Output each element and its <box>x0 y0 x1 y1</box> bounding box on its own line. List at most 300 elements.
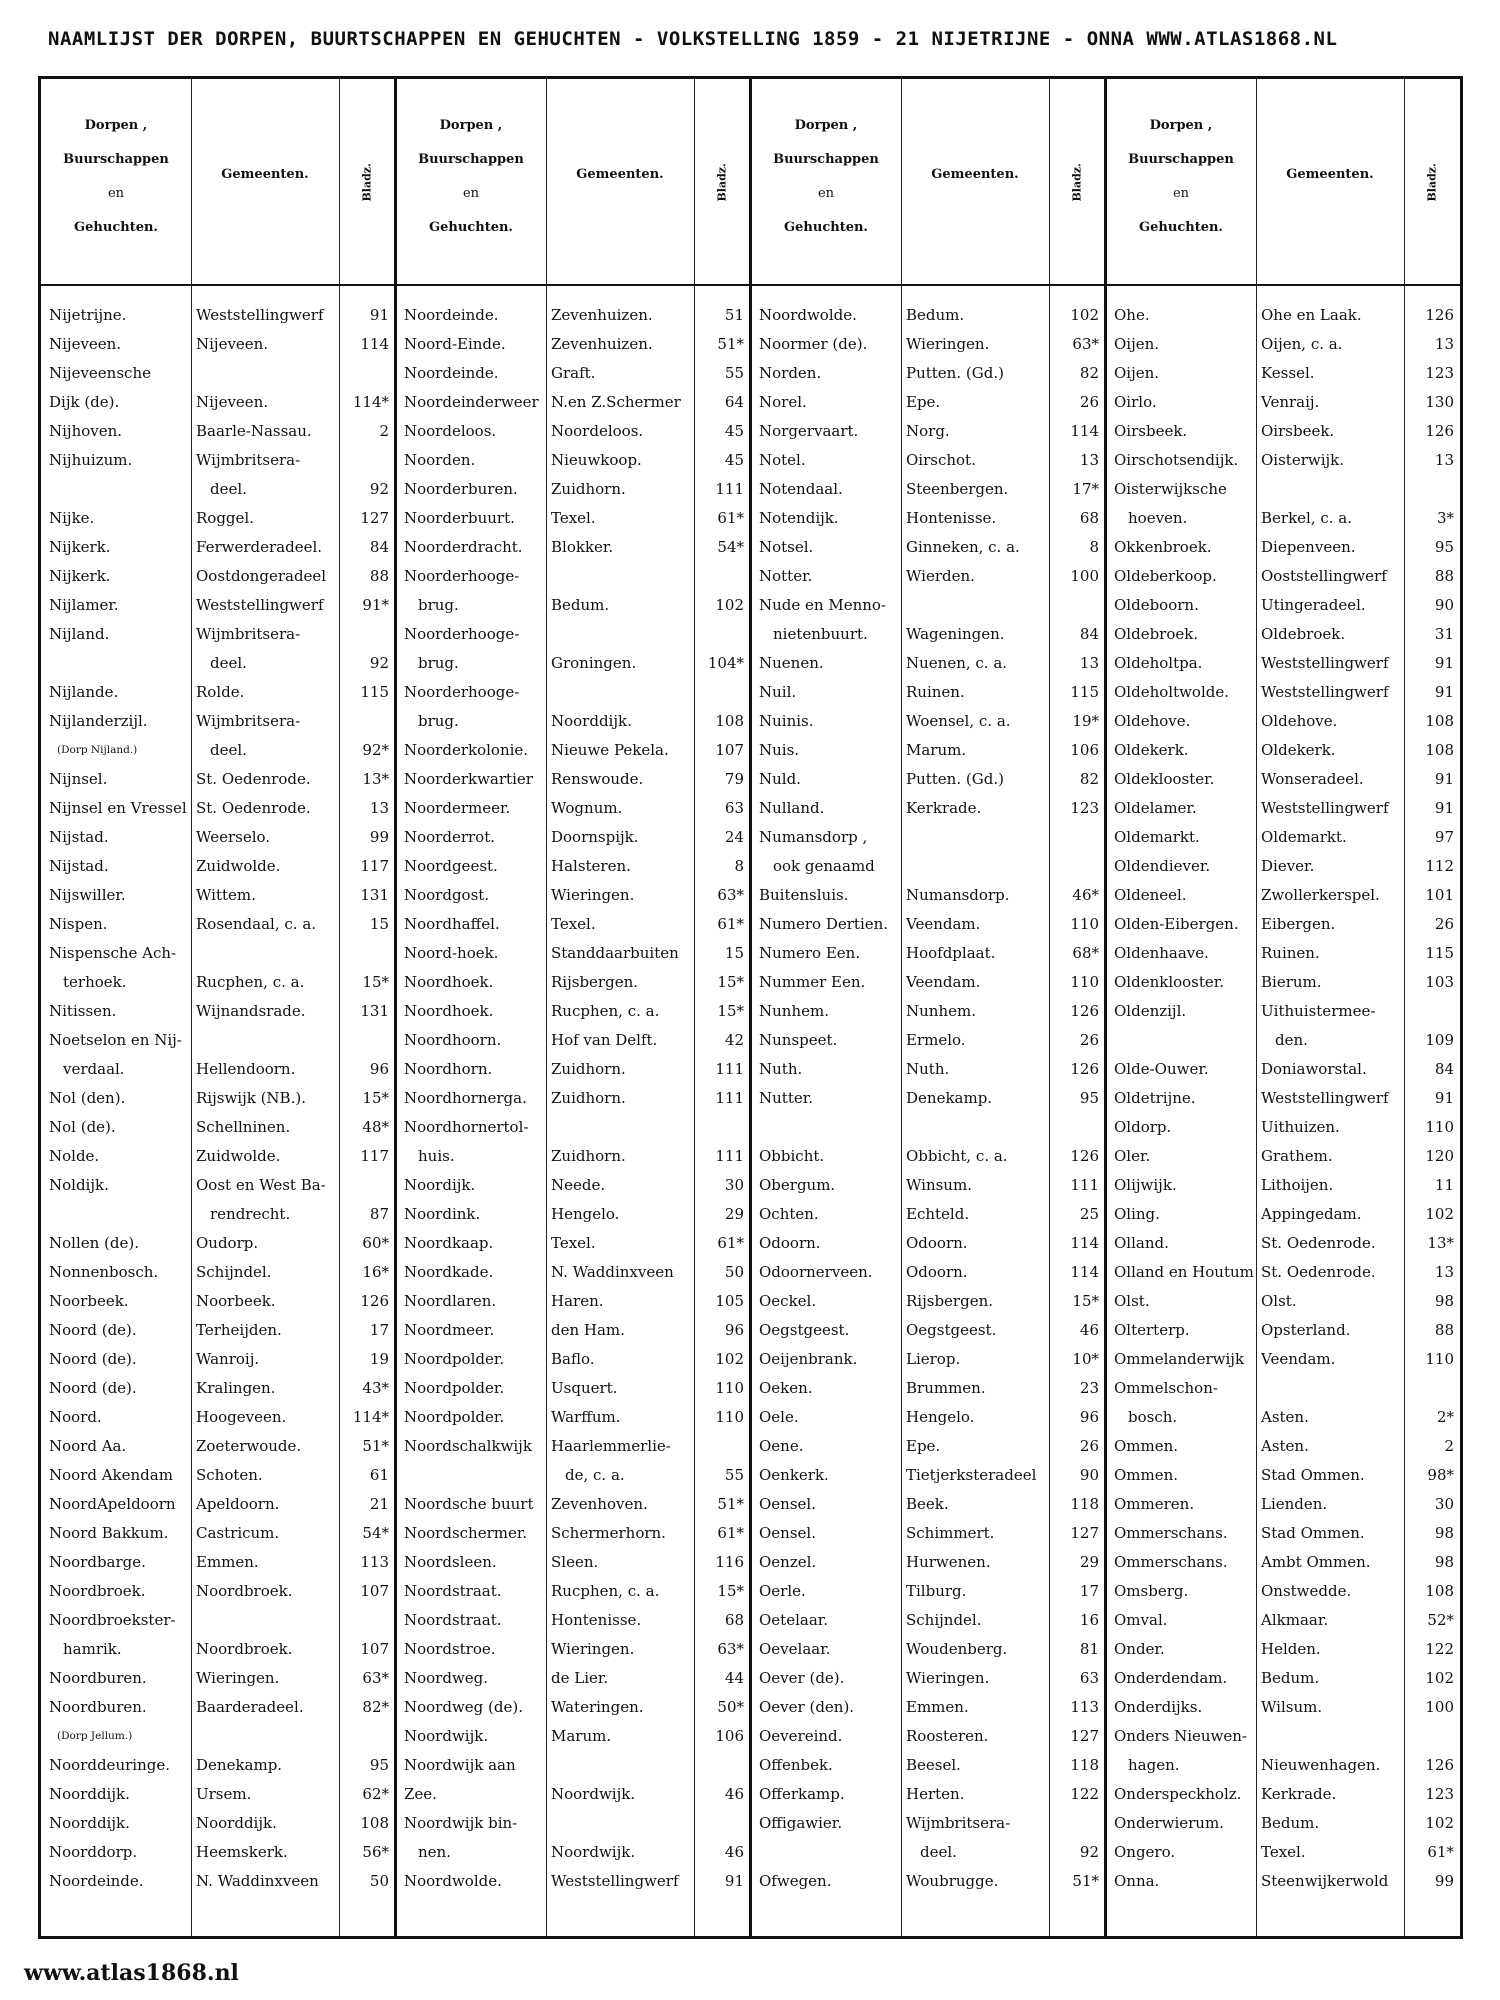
page-number: 113 <box>360 1553 389 1571</box>
table-row <box>41 1229 396 1258</box>
place-name: Onderdendam. <box>1114 1669 1228 1687</box>
page-number: 111 <box>715 1147 744 1165</box>
table-row <box>1106 707 1461 736</box>
table-row <box>396 1606 751 1635</box>
municipality-name: Baarderadeel. <box>196 1698 304 1716</box>
table-row <box>396 1258 751 1287</box>
page-number: 84 <box>1434 1060 1454 1078</box>
municipality-name: Zevenhoven. <box>551 1495 648 1513</box>
page-number: 107 <box>360 1640 389 1658</box>
table-row <box>1106 504 1461 533</box>
place-name: Oldekerk. <box>1114 741 1189 759</box>
place-name: Noorddeuringe. <box>49 1756 170 1774</box>
page-number: 8 <box>734 857 744 875</box>
municipality-name: Schermerhorn. <box>551 1524 666 1542</box>
page-number: 82 <box>1079 770 1099 788</box>
place-name: Nijke. <box>49 509 95 527</box>
table-row <box>751 1722 1106 1751</box>
place-name: Noordhornerga. <box>404 1089 527 1107</box>
place-name: Noordwolde. <box>759 306 857 324</box>
table-row <box>396 707 751 736</box>
place-name: Olst. <box>1114 1292 1150 1310</box>
page-number: 91 <box>724 1872 744 1890</box>
table-row <box>1106 1751 1461 1780</box>
municipality-name: Wieringen. <box>551 1640 635 1658</box>
place-name: Oever (den). <box>759 1698 855 1716</box>
table-row <box>751 446 1106 475</box>
page-number: 26 <box>1079 393 1099 411</box>
place-name: Noordschalkwijk <box>404 1437 532 1455</box>
place-name: Onderwierum. <box>1114 1814 1224 1832</box>
page-number: 82 <box>1079 364 1099 382</box>
table-row <box>396 359 751 388</box>
table-row <box>41 1084 396 1113</box>
page-number: 110 <box>1070 915 1099 933</box>
municipality-name: Lierop. <box>906 1350 961 1368</box>
page-number: 126 <box>1070 1060 1099 1078</box>
header-page: Bladz. <box>715 163 729 202</box>
municipality-name: Nieuwe Pekela. <box>551 741 669 759</box>
municipality-name: Woubrugge. <box>906 1872 999 1890</box>
table-row <box>751 359 1106 388</box>
place-name: Noordkaap. <box>404 1234 494 1252</box>
place-name: Ongero. <box>1114 1843 1176 1861</box>
table-row <box>751 1751 1106 1780</box>
place-name: Ommen. <box>1114 1437 1179 1455</box>
place-name: Noord (de). <box>49 1379 137 1397</box>
municipality-name: Hoogeveen. <box>196 1408 287 1426</box>
table-row <box>751 1403 1106 1432</box>
municipality-name: Noordeloos. <box>551 422 644 440</box>
table-row <box>396 1664 751 1693</box>
table-row <box>1106 997 1461 1026</box>
place-name: Noordstroe. <box>404 1640 496 1658</box>
table-row <box>1106 1287 1461 1316</box>
municipality-name: Weerselo. <box>196 828 271 846</box>
table-row <box>41 1490 396 1519</box>
municipality-name: Helden. <box>1261 1640 1321 1658</box>
page-number: 60* <box>362 1234 389 1252</box>
table-row <box>396 417 751 446</box>
table-row <box>41 591 396 620</box>
column-panel <box>396 79 751 1936</box>
municipality-name: Texel. <box>551 509 596 527</box>
municipality-name: Nijeveen. <box>196 335 269 353</box>
place-name: Nuil. <box>759 683 797 701</box>
table-row <box>1106 1229 1461 1258</box>
table-row <box>751 388 1106 417</box>
header-place <box>1106 109 1256 245</box>
place-name: Oldendiever. <box>1114 857 1211 875</box>
table-row <box>1106 1635 1461 1664</box>
page-number: 126 <box>360 1292 389 1310</box>
table-row <box>396 1055 751 1084</box>
page-number: 114* <box>352 393 389 411</box>
page-number: 13* <box>362 770 389 788</box>
place-name: Nijstad. <box>49 828 109 846</box>
page-number: 50 <box>724 1263 744 1281</box>
table-row <box>1106 1722 1461 1751</box>
table-row <box>41 1722 396 1751</box>
table-row <box>41 823 396 852</box>
page-number: 13 <box>1079 451 1099 469</box>
table-row <box>41 678 396 707</box>
page-number: 16 <box>1079 1611 1099 1629</box>
municipality-name: Heemskerk. <box>196 1843 288 1861</box>
table-row <box>41 997 396 1026</box>
municipality-name: N. Waddinxveen <box>196 1872 319 1890</box>
place-name: Oevereind. <box>759 1727 843 1745</box>
table-row <box>751 1490 1106 1519</box>
place-name: Nol (den). <box>49 1089 126 1107</box>
place-name: Noordpolder. <box>404 1408 505 1426</box>
place-name: hamrik. <box>63 1640 122 1658</box>
place-name: Offerkamp. <box>759 1785 845 1803</box>
page-number: 63* <box>362 1669 389 1687</box>
municipality-name: Eibergen. <box>1261 915 1336 933</box>
table-row <box>41 562 396 591</box>
municipality-name: St. Oedenrode. <box>1261 1263 1376 1281</box>
table-row <box>41 301 396 330</box>
table-row <box>41 1055 396 1084</box>
municipality-name: Nieuwenhagen. <box>1261 1756 1381 1774</box>
table-row <box>1106 446 1461 475</box>
table-row <box>396 388 751 417</box>
municipality-name: Haarlemmerlie- <box>551 1437 671 1455</box>
page-number: 100 <box>1070 567 1099 585</box>
place-name: Ommerschans. <box>1114 1553 1228 1571</box>
place-name: hagen. <box>1128 1756 1180 1774</box>
page-number: 88 <box>1434 567 1454 585</box>
table-row <box>396 1171 751 1200</box>
table-row <box>41 475 396 504</box>
page-number: 88 <box>369 567 389 585</box>
table-row <box>751 1606 1106 1635</box>
municipality-name: Grathem. <box>1261 1147 1333 1165</box>
place-name: Noord-Einde. <box>404 335 506 353</box>
table-row <box>41 939 396 968</box>
page-number: 2 <box>1444 1437 1454 1455</box>
table-row <box>41 1432 396 1461</box>
column-panel <box>751 79 1106 1936</box>
place-name: Noordschermer. <box>404 1524 528 1542</box>
place-name: nietenbuurt. <box>773 625 868 643</box>
municipality-name: Noordwijk. <box>551 1843 636 1861</box>
place-name: brug. <box>418 712 459 730</box>
municipality-name: Nuenen, c. a. <box>906 654 1008 672</box>
municipality-name: Wijnandsrade. <box>196 1002 306 1020</box>
table-row <box>1106 1838 1461 1867</box>
table-row <box>41 417 396 446</box>
page-number: 15* <box>362 973 389 991</box>
table-row <box>41 533 396 562</box>
table-row <box>1106 1577 1461 1606</box>
column-panel <box>1106 79 1461 1936</box>
municipality-name: Usquert. <box>551 1379 618 1397</box>
place-name: Noorderburen. <box>404 480 518 498</box>
page-number: 17 <box>1079 1582 1099 1600</box>
municipality-name: Ohe en Laak. <box>1261 306 1362 324</box>
municipality-name: Graft. <box>551 364 596 382</box>
place-name: Nijeveensche <box>49 364 151 382</box>
table-row <box>41 736 396 765</box>
place-name: Noorderdracht. <box>404 538 523 556</box>
municipality-name: Asten. <box>1261 1437 1309 1455</box>
place-name: Numansdorp , <box>759 828 868 846</box>
page-number: 131 <box>360 1002 389 1020</box>
municipality-name: Rolde. <box>196 683 245 701</box>
page-number: 108 <box>1425 1582 1454 1600</box>
table-row <box>41 1287 396 1316</box>
table-row <box>41 1171 396 1200</box>
page-number: 109 <box>1425 1031 1454 1049</box>
municipality-name: Kralingen. <box>196 1379 276 1397</box>
place-name: Nutter. <box>759 1089 814 1107</box>
place-name: Nijlande. <box>49 683 119 701</box>
place-name: Ochten. <box>759 1205 819 1223</box>
municipality-name: Hellendoorn. <box>196 1060 296 1078</box>
page-number: 50* <box>717 1698 744 1716</box>
place-name: Zee. <box>404 1785 437 1803</box>
table-row <box>396 1577 751 1606</box>
page-number: 24 <box>724 828 744 846</box>
place-name: Nitissen. <box>49 1002 117 1020</box>
place-name: huis. <box>418 1147 455 1165</box>
table-row <box>1106 330 1461 359</box>
municipality-name: Wognum. <box>551 799 623 817</box>
page-number: 84 <box>369 538 389 556</box>
place-name: ook genaamd <box>773 857 875 875</box>
municipality-name: Noordwijk. <box>551 1785 636 1803</box>
page-number: 61* <box>717 1234 744 1252</box>
place-name: Noorderhooge- <box>404 683 520 701</box>
page-number: 17* <box>1072 480 1099 498</box>
municipality-name: Wittem. <box>196 886 256 904</box>
place-name: Noord (de). <box>49 1350 137 1368</box>
table-row <box>396 1751 751 1780</box>
header-place-line: Buurschappen <box>773 152 879 167</box>
municipality-name: Denekamp. <box>196 1756 283 1774</box>
municipality-name: Onstwedde. <box>1261 1582 1352 1600</box>
municipality-name: Asten. <box>1261 1408 1309 1426</box>
place-name: Notter. <box>759 567 813 585</box>
municipality-name: Woudenberg. <box>906 1640 1008 1658</box>
header-place-line: Gehuchten. <box>784 220 868 235</box>
page-number: 46* <box>1072 886 1099 904</box>
table-row <box>751 1229 1106 1258</box>
table-row <box>396 823 751 852</box>
place-name: Oldeboorn. <box>1114 596 1199 614</box>
table-row <box>751 1171 1106 1200</box>
table-row <box>41 1577 396 1606</box>
place-name: Noordhorn. <box>404 1060 493 1078</box>
table-row <box>41 1606 396 1635</box>
page-number: 19* <box>1072 712 1099 730</box>
table-row <box>751 533 1106 562</box>
place-name: Okkenbroek. <box>1114 538 1212 556</box>
table-row <box>1106 1026 1461 1055</box>
header-place <box>41 109 191 245</box>
place-name: Oler. <box>1114 1147 1151 1165</box>
place-name: Nol (de). <box>49 1118 116 1136</box>
municipality-name: Zuidhorn. <box>551 1060 626 1078</box>
municipality-name: Haren. <box>551 1292 604 1310</box>
table-row <box>1106 1432 1461 1461</box>
page-number: 111 <box>715 1089 744 1107</box>
place-name: Noorddijk. <box>49 1785 130 1803</box>
page-number: 13 <box>1079 654 1099 672</box>
page-number: 64 <box>724 393 744 411</box>
page-number: 127 <box>1070 1524 1099 1542</box>
place-name: Oisterwijksche <box>1114 480 1227 498</box>
table-row <box>751 997 1106 1026</box>
page-number: 106 <box>715 1727 744 1745</box>
page-number: 110 <box>1425 1350 1454 1368</box>
page-number: 115 <box>1070 683 1099 701</box>
table-row <box>1106 620 1461 649</box>
page-number: 120 <box>1425 1147 1454 1165</box>
place-name: Nijnsel. <box>49 770 108 788</box>
table-row <box>396 1548 751 1577</box>
table-row <box>751 968 1106 997</box>
page-number: 108 <box>715 712 744 730</box>
place-name: Noordsche buurt <box>404 1495 534 1513</box>
page-number: 114 <box>360 335 389 353</box>
table-row <box>1106 765 1461 794</box>
place-name: Nijhuizum. <box>49 451 133 469</box>
page-number: 15* <box>1072 1292 1099 1310</box>
header-place <box>751 109 901 245</box>
municipality-name: Noordbroek. <box>196 1640 293 1658</box>
page-number: 54* <box>717 538 744 556</box>
municipality-name: Weststellingwerf <box>1261 799 1389 817</box>
table-row <box>41 1316 396 1345</box>
page-number: 13 <box>1434 335 1454 353</box>
place-name: Noordermeer. <box>404 799 511 817</box>
municipality-name: Nuth. <box>906 1060 950 1078</box>
page-number: 63 <box>724 799 744 817</box>
page-number: 126 <box>1425 1756 1454 1774</box>
table-row <box>41 1519 396 1548</box>
table-row <box>1106 1171 1461 1200</box>
table-row <box>751 1838 1106 1867</box>
page-number: 82* <box>362 1698 389 1716</box>
page-number: 51* <box>717 335 744 353</box>
place-name: Nulland. <box>759 799 825 817</box>
municipality-name: Oisterwijk. <box>1261 451 1345 469</box>
page-number: 108 <box>360 1814 389 1832</box>
municipality-name: deel. <box>210 741 247 759</box>
page-number: 115 <box>360 683 389 701</box>
table-row <box>751 1519 1106 1548</box>
municipality-name: Lithoijen. <box>1261 1176 1334 1194</box>
table-row <box>1106 1403 1461 1432</box>
page-number: 11 <box>1434 1176 1454 1194</box>
place-name: Nuenen. <box>759 654 824 672</box>
municipality-name: Zuidwolde. <box>196 857 281 875</box>
place-name: Nijkerk. <box>49 538 111 556</box>
table-row <box>1106 1345 1461 1374</box>
municipality-name: Hontenisse. <box>906 509 997 527</box>
page-number: 114 <box>1070 1234 1099 1252</box>
page-number: 15* <box>717 973 744 991</box>
header-place-line: Gehuchten. <box>1139 220 1223 235</box>
municipality-name: Oegstgeest. <box>906 1321 997 1339</box>
table-row <box>751 649 1106 678</box>
municipality-name: Zuidhorn. <box>551 480 626 498</box>
page-number: 52* <box>1427 1611 1454 1629</box>
page-number: 122 <box>1425 1640 1454 1658</box>
table-row <box>1106 1664 1461 1693</box>
page-number: 48* <box>362 1118 389 1136</box>
place-name: Oeijenbrank. <box>759 1350 858 1368</box>
page-number: 102 <box>1070 306 1099 324</box>
municipality-name: Oldebroek. <box>1261 625 1346 643</box>
municipality-name: Texel. <box>551 915 596 933</box>
place-name: Noldijk. <box>49 1176 109 1194</box>
page-number: 50 <box>369 1872 389 1890</box>
page-number: 68 <box>1079 509 1099 527</box>
place-name: Noord. <box>49 1408 102 1426</box>
table-row <box>396 1722 751 1751</box>
page-number: 44 <box>724 1669 744 1687</box>
place-name: Onna. <box>1114 1872 1160 1890</box>
municipality-name: Terheijden. <box>196 1321 282 1339</box>
municipality-name: Venraij. <box>1261 393 1320 411</box>
municipality-name: Odoorn. <box>906 1234 968 1252</box>
municipality-name: Putten. (Gd.) <box>906 364 1004 382</box>
place-name: Nijlamer. <box>49 596 119 614</box>
table-row <box>396 765 751 794</box>
municipality-name: den. <box>1275 1031 1308 1049</box>
page-number: 15* <box>717 1582 744 1600</box>
municipality-name: Marum. <box>906 741 967 759</box>
municipality-name: Sleen. <box>551 1553 599 1571</box>
table-row <box>41 1809 396 1838</box>
municipality-name: Rijswijk (NB.). <box>196 1089 306 1107</box>
table-row <box>1106 359 1461 388</box>
municipality-name: Ooststellingwerf <box>1261 567 1387 585</box>
place-name: bosch. <box>1128 1408 1178 1426</box>
table-row <box>396 1084 751 1113</box>
table-row <box>396 1026 751 1055</box>
table-row <box>1106 910 1461 939</box>
municipality-name: Ermelo. <box>906 1031 966 1049</box>
place-name: Nijlanderzijl. <box>49 712 148 730</box>
place-name: Nolde. <box>49 1147 100 1165</box>
page-number: 95 <box>1079 1089 1099 1107</box>
place-name: Oijen. <box>1114 364 1160 382</box>
municipality-name: Veendam. <box>906 915 981 933</box>
place-name: Noorden. <box>404 451 476 469</box>
place-name: Oirschotsendijk. <box>1114 451 1239 469</box>
page-number: 99 <box>369 828 389 846</box>
place-name: Nonnenbosch. <box>49 1263 159 1281</box>
municipality-name: Ruinen. <box>1261 944 1320 962</box>
municipality-name: Epe. <box>906 1437 941 1455</box>
page-number: 110 <box>715 1408 744 1426</box>
place-name: Oldelamer. <box>1114 799 1197 817</box>
page-number: 26 <box>1079 1031 1099 1049</box>
page-number: 81 <box>1079 1640 1099 1658</box>
municipality-name: Baarle-Nassau. <box>196 422 312 440</box>
place-name: Noord (de). <box>49 1321 137 1339</box>
place-name: Noordwijk. <box>404 1727 489 1745</box>
table-row <box>751 1577 1106 1606</box>
table-row <box>396 1635 751 1664</box>
municipality-name: Baflo. <box>551 1350 595 1368</box>
page-number: 8 <box>1089 538 1099 556</box>
